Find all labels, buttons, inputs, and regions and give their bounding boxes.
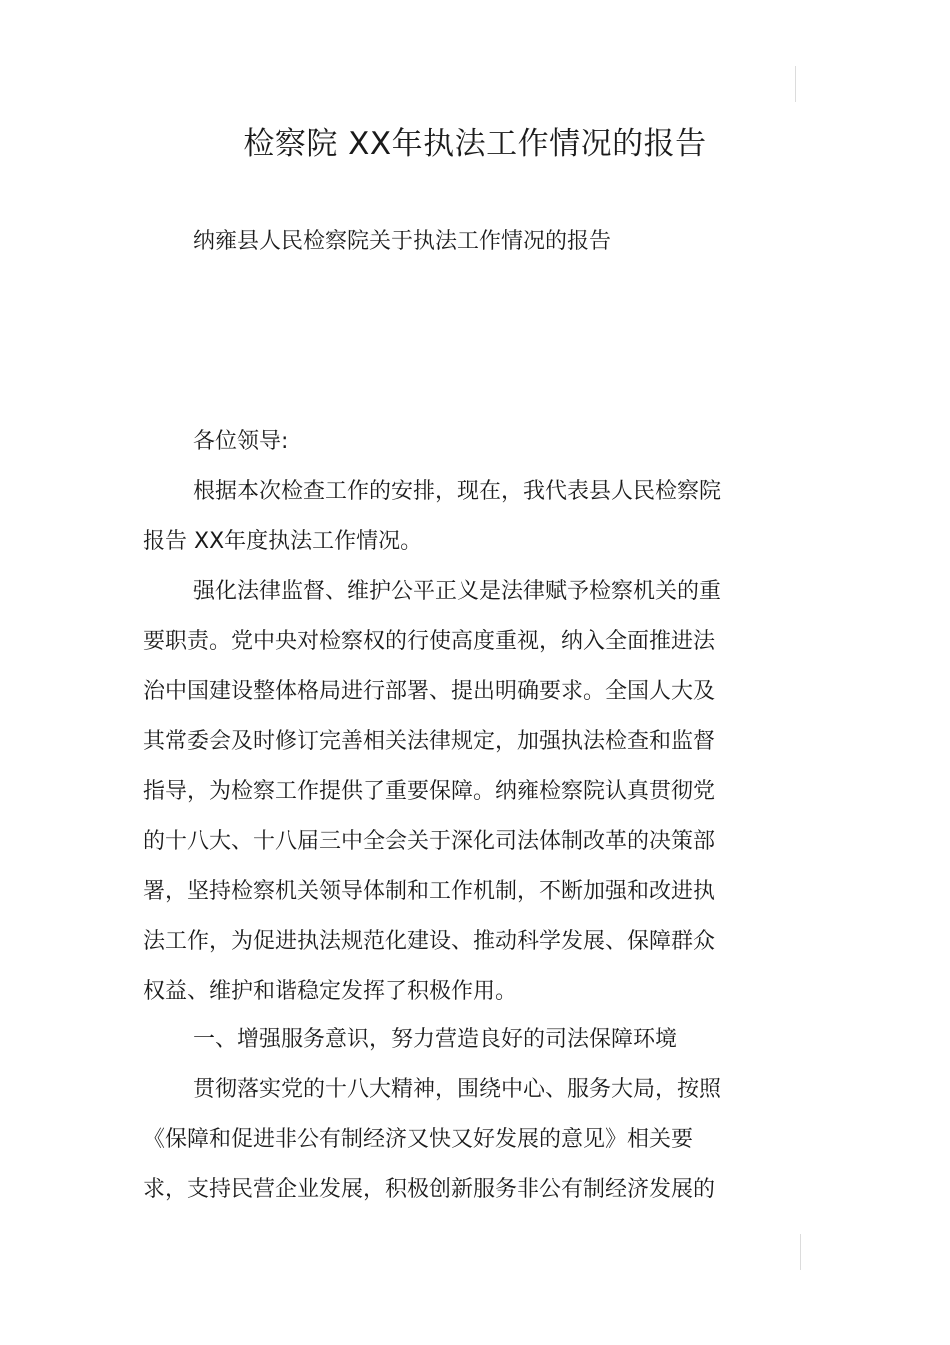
- paragraph-line: 根据本次检查工作的安排，现在，我代表县人民检察院: [193, 479, 722, 504]
- paragraph-line: 署，坚持检察机关领导体制和工作机制，不断加强和改进执: [143, 879, 716, 904]
- paragraph-line: 要职责。党中央对检察权的行使高度重视，纳入全面推进法: [143, 629, 716, 654]
- section-heading: 一、增强服务意识，努力营造良好的司法保障环境: [193, 1027, 678, 1052]
- paragraph-line: 指导，为检察工作提供了重要保障。纳雍检察院认真贯彻党: [143, 779, 716, 804]
- paragraph-line: 的十八大、十八届三中全会关于深化司法体制改革的决策部: [143, 829, 716, 854]
- paragraph-line: 其常委会及时修订完善相关法律规定，加强执法检查和监督: [143, 729, 716, 754]
- paragraph-line: 治中国建设整体格局进行部署、提出明确要求。全国人大及: [143, 679, 716, 704]
- document-title: 检察院 XX年执法工作情况的报告: [243, 126, 707, 162]
- paragraph-line: 法工作，为促进执法规范化建设、推动科学发展、保障群众: [143, 929, 716, 954]
- paragraph-line: 权益、维护和谐稳定发挥了积极作用。: [143, 979, 518, 1004]
- paragraph-line: 强化法律监督、维护公平正义是法律赋予检察机关的重: [193, 579, 722, 604]
- salutation: 各位领导:: [193, 429, 289, 454]
- page-edge-mark-top: [795, 66, 796, 102]
- page-edge-mark-bottom: [800, 1234, 801, 1270]
- paragraph-line: 《保障和促进非公有制经济又快又好发展的意见》相关要: [143, 1127, 694, 1152]
- paragraph-line: 求，支持民营企业发展，积极创新服务非公有制经济发展的: [143, 1177, 716, 1202]
- paragraph-line: 报告 XX年度执法工作情况。: [143, 529, 423, 554]
- document-subtitle: 纳雍县人民检察院关于执法工作情况的报告: [193, 229, 612, 254]
- paragraph-line: 贯彻落实党的十八大精神，围绕中心、服务大局，按照: [193, 1077, 722, 1102]
